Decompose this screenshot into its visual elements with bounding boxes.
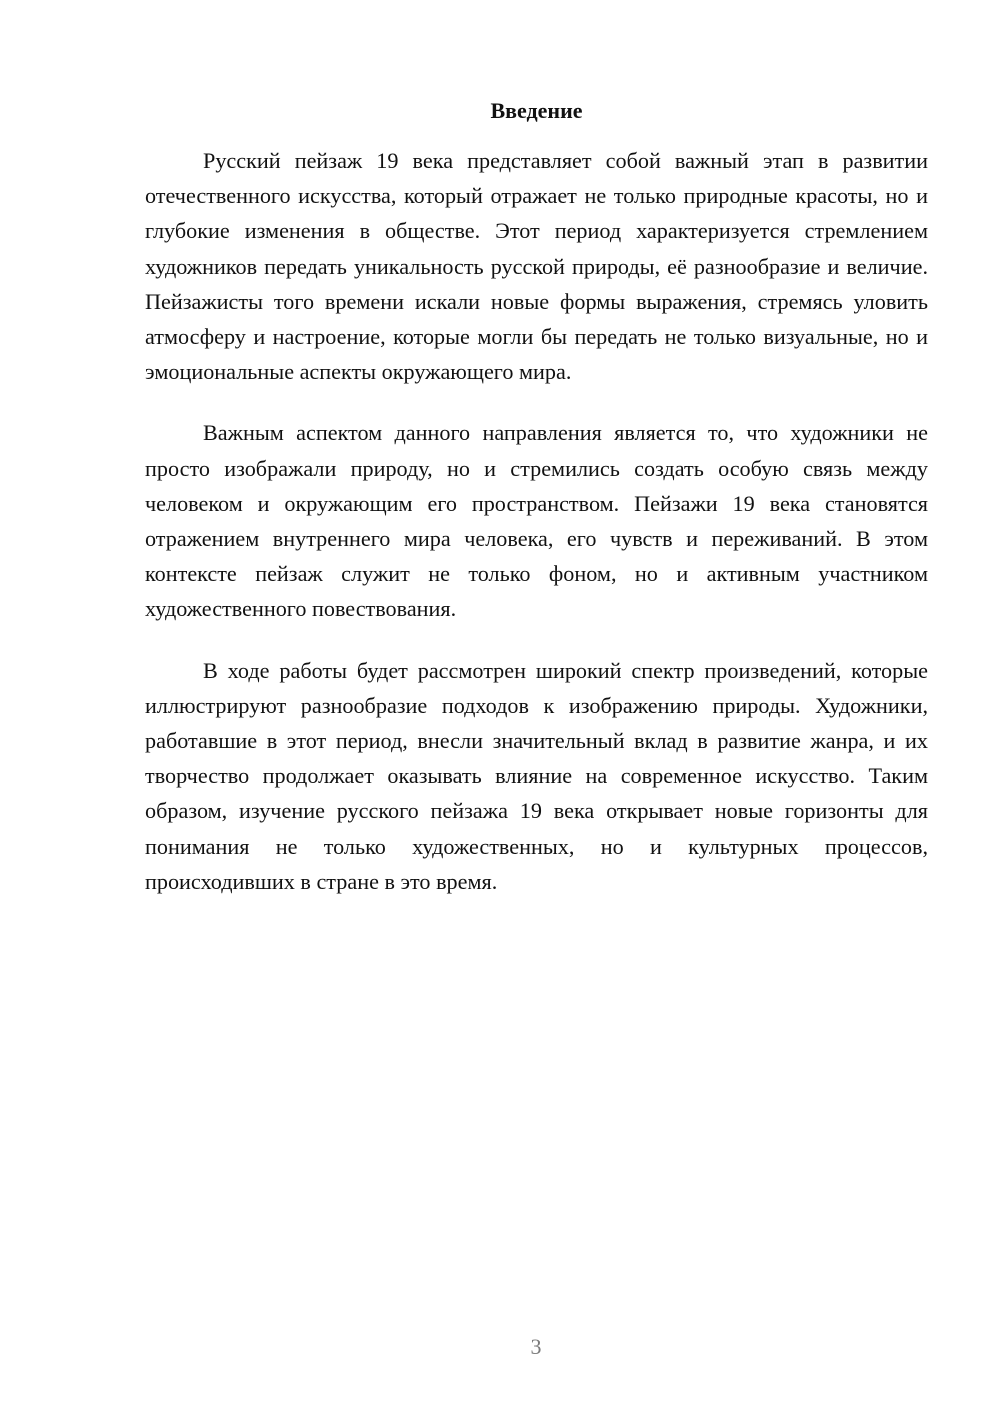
paragraph: Важным аспектом данного направления является то, что художники не просто изображали природу, но и стремились создать особую связь между человеком и окружающим его пространством. Пейзажи 19 века становятся отражением внутреннего мира человека, его чувств и переживаний. В этом контексте пейзаж служит не только фоном, но и активным участником художественного повествования. xyxy=(145,420,928,622)
body-text xyxy=(145,143,928,925)
section-heading: Введение xyxy=(490,98,583,123)
paragraph: Русский пейзаж 19 века представляет собой важный этап в развитии отечественного искусства, который отражает не только природные красоты, но и глубокие изменения в обществе. Этот период характеризуется стремлением художников передать уникальность русской природы, её разнообразие и величие. Пейзажисты того времени искали новые формы выражения, стремясь уловить атмосферу и настроение, которые могли бы передать не только визуальные, но и эмоциональные аспекты окружающего мира. xyxy=(145,148,928,385)
paragraph: В ходе работы будет рассмотрен широкий спектр произведений, которые иллюстрируют разнообразие подходов к изображению природы. Художники, работавшие в этот период, внесли значительный вклад в развитие жанра, и их творчество продолжает оказывать влияние на современное искусство. Таким образом, изучение русского пейзажа 19 века открывает новые горизонты для понимания не только художественных, но и культурных процессов, происходивших в стране в это время. xyxy=(145,657,928,894)
page-number: 3 xyxy=(530,1334,542,1359)
